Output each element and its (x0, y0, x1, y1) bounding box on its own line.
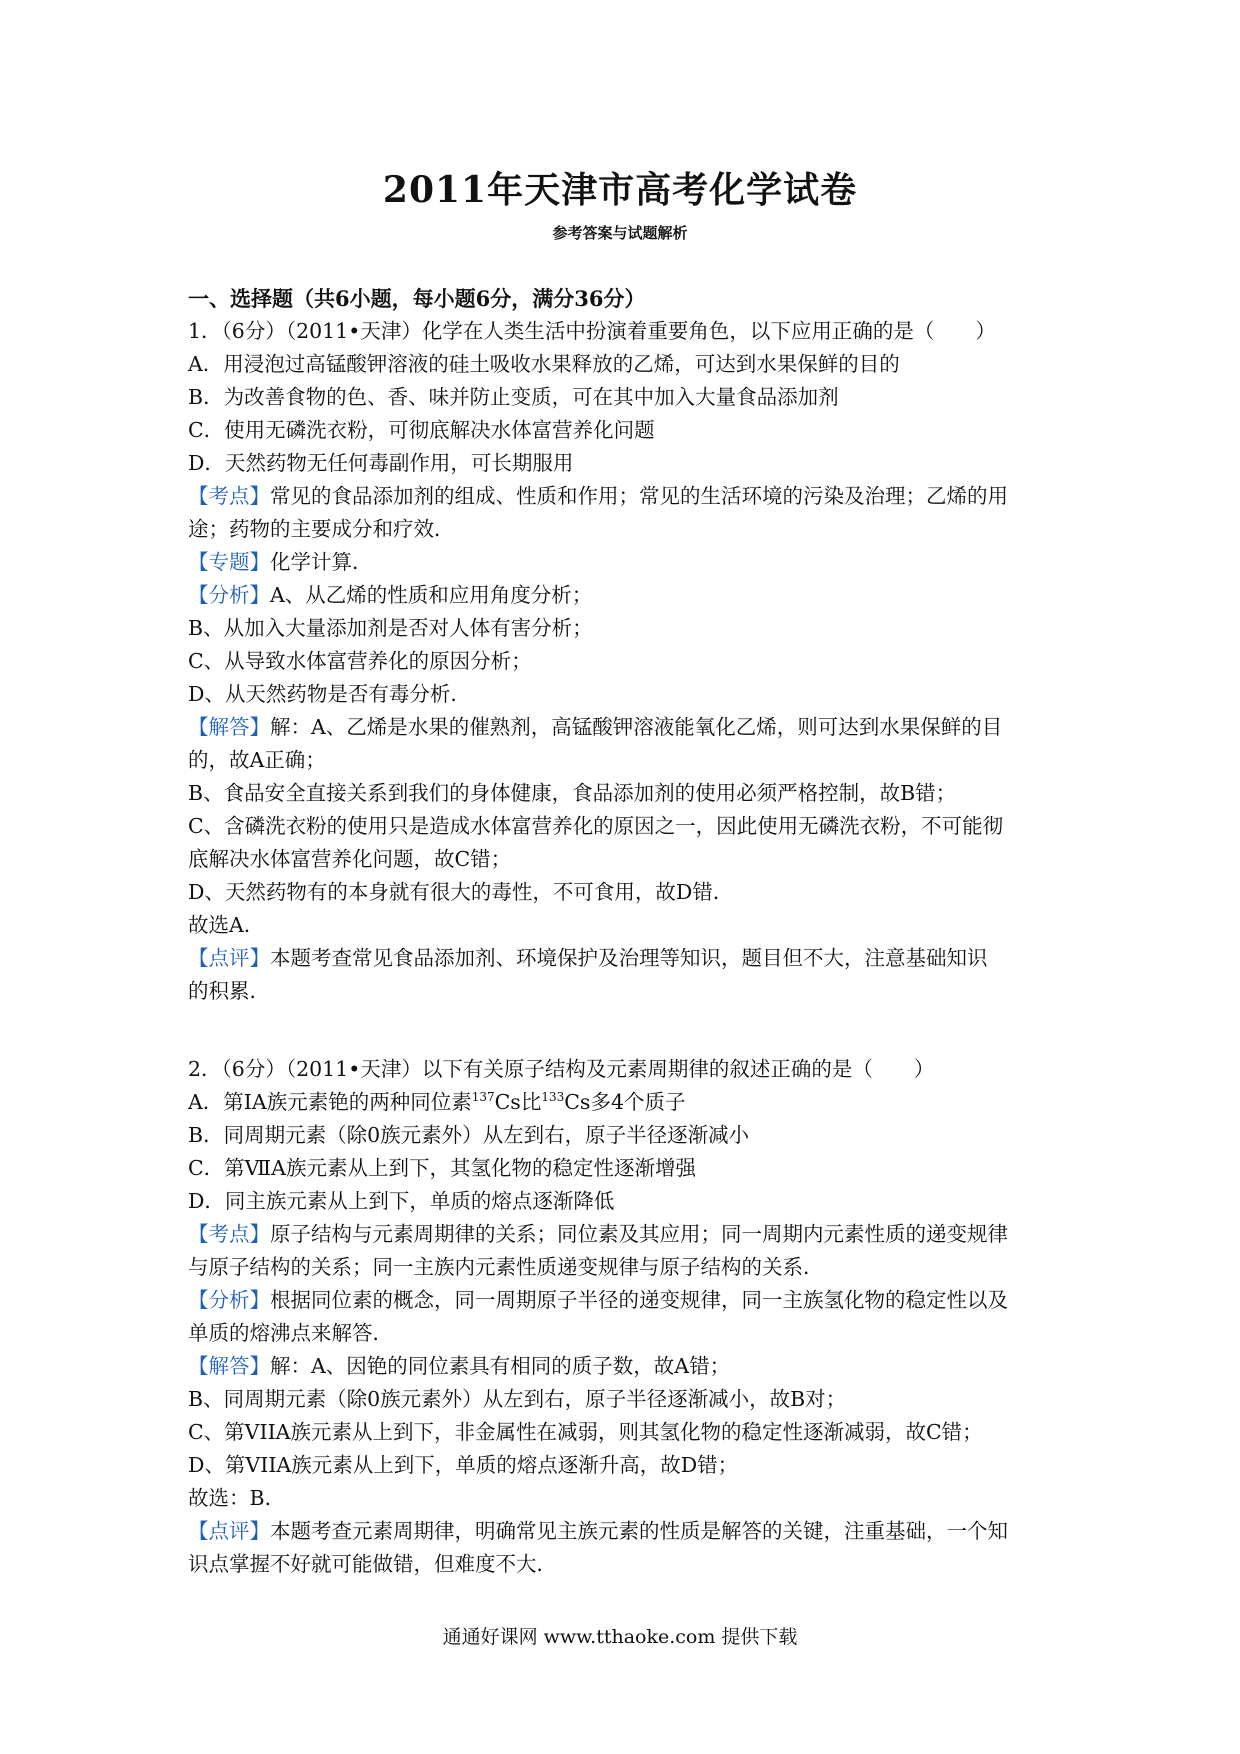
q2-jieda-5: 故选：B． (188, 1486, 286, 1510)
dianping-tag: 【点评】 (188, 1519, 270, 1543)
kaodian-tag: 【考点】 (188, 1222, 270, 1246)
isotope-mass-137: 137 (471, 1090, 495, 1104)
q1-zhuanti-text: 化学计算． (270, 550, 373, 574)
q2-dianping (188, 1515, 1068, 1548)
q2-option-d: D．同主族元素从上到下，单质的熔点逐渐降低 (188, 1189, 615, 1213)
q1-jieda-6: D、天然药物有的本身就有很大的毒性，不可食用，故D错． (188, 880, 734, 904)
q1-option-c: C．使用无磷洗衣粉，可彻底解决水体富营养化问题 (188, 418, 655, 442)
q2-opt-a-pre: A．第IA族元素铯的两种同位素 (188, 1090, 472, 1114)
q1-kaodian (188, 480, 1068, 513)
q1-fenxi-text: A、从乙烯的性质和应用角度分析； (270, 583, 593, 607)
kaodian-tag: 【考点】 (188, 484, 270, 508)
q1-option-d: D．天然药物无任何毒副作用，可长期服用 (188, 451, 574, 475)
q1-dianping-2: 的积累． (188, 979, 270, 1003)
q1-fenxi-b: B、从加入大量添加剂是否对人体有害分析； (188, 616, 593, 640)
q2-fenxi-text: 根据同位素的概念，同一周期原子半径的递变规律，同一主族氢化物的稳定性以及 (270, 1288, 1008, 1312)
q2-option-b: B．同周期元素（除0族元素外）从左到右，原子半径逐渐减小 (188, 1123, 750, 1147)
document-body (188, 282, 1068, 1581)
jieda-tag: 【解答】 (188, 715, 270, 739)
zhuanti-tag: 【专题】 (188, 550, 270, 574)
isotope-mass-133: 133 (541, 1090, 565, 1104)
q1-dianping-text: 本题考查常见食品添加剂、环境保护及治理等知识，题目但不大，注意基础知识 (270, 946, 988, 970)
q2-kaodian-cont: 与原子结构的关系；同一主族内元素性质递变规律与原子结构的关系． (188, 1255, 824, 1279)
q1-jieda-2: 的，故A正确； (188, 748, 326, 772)
q1-kaodian-text: 常见的食品添加剂的组成、性质和作用；常见的生活环境的污染及治理；乙烯的用 (270, 484, 1008, 508)
q1-option-b: B．为改善食物的色、香、味并防止变质，可在其中加入大量食品添加剂 (188, 385, 839, 409)
jieda-tag: 【解答】 (188, 1354, 270, 1378)
q2-fenxi (188, 1284, 1068, 1317)
q1-jieda-4: C、含磷洗衣粉的使用只是造成水体富营养化的原因之一，因此使用无磷洗衣粉，不可能彻 (188, 814, 1004, 838)
q1-jieda (188, 711, 1068, 744)
q1-fenxi-c: C、从导致水体富营养化的原因分析； (188, 649, 532, 673)
q1-jieda-5: 底解决水体富营养化问题，故C错； (188, 847, 512, 871)
fenxi-tag: 【分析】 (188, 1288, 270, 1312)
q2-opt-a-mid: Cs比 (494, 1090, 542, 1114)
fenxi-tag: 【分析】 (188, 583, 270, 607)
q2-kaodian-text: 原子结构与元素周期律的关系；同位素及其应用；同一周期内元素性质的递变规律 (270, 1222, 1008, 1246)
q2-fenxi-cont: 单质的熔沸点来解答． (188, 1321, 393, 1345)
q1-jieda-7: 故选A． (188, 913, 265, 937)
q1-zhuanti (188, 546, 1068, 579)
q2-jieda-3: C、第VIIA族元素从上到下，非金属性在减弱，则其氢化物的稳定性逐渐减弱，故C错； (188, 1420, 983, 1444)
q1-fenxi-d: D、从天然药物是否有毒分析． (188, 682, 471, 706)
section-heading: 一、选择题（共6小题，每小题6分，满分36分） (188, 286, 646, 311)
page-footer: 通通好课网 www.tthaoke.com 提供下载 (442, 1626, 798, 1648)
q2-dianping-2: 识点掌握不好就可能做错，但难度不大． (188, 1552, 557, 1576)
q1-jieda-3: B、食品安全直接关系到我们的身体健康，食品添加剂的使用必须严格控制，故B错； (188, 781, 957, 805)
q2-dianping-text: 本题考查元素周期律，明确常见主族元素的性质是解答的关键，注重基础，一个知 (270, 1519, 1008, 1543)
q1-fenxi (188, 579, 1068, 612)
dianping-tag: 【点评】 (188, 946, 270, 970)
page-subtitle: 参考答案与试题解析 (552, 224, 688, 242)
q1-dianping (188, 942, 1068, 975)
q2-jieda (188, 1350, 1068, 1383)
q2-kaodian (188, 1218, 1068, 1251)
q2-option-c: C．第ⅦA族元素从上到下，其氢化物的稳定性逐渐增强 (188, 1156, 696, 1180)
q2-stem: 2．（6分）（2011•天津）以下有关原子结构及元素周期律的叙述正确的是（ ） (188, 1057, 935, 1081)
q2-option-a (188, 1086, 1068, 1119)
q2-jieda-4: D、第VIIA族元素从上到下，单质的熔点逐渐升高，故D错； (188, 1453, 739, 1477)
q1-jieda-text: 解：A、乙烯是水果的催熟剂，高锰酸钾溶液能氧化乙烯，则可达到水果保鲜的目 (270, 715, 1003, 739)
q2-jieda-2: B、同周期元素（除0族元素外）从左到右，原子半径逐渐减小，故B对； (188, 1387, 847, 1411)
q1-kaodian-cont: 途；药物的主要成分和疗效． (188, 517, 455, 541)
question-gap (188, 1008, 1068, 1053)
q2-jieda-text: 解：A、因铯的同位素具有相同的质子数，故A错； (270, 1354, 731, 1378)
q2-opt-a-post: Cs多4个质子 (564, 1090, 686, 1114)
q1-stem: 1．（6分）（2011•天津）化学在人类生活中扮演着重要角色，以下应用正确的是（ ） (188, 319, 996, 343)
page-title: 2011年天津市高考化学试卷 (382, 169, 858, 211)
q1-option-a: A．用浸泡过高锰酸钾溶液的硅土吸收水果释放的乙烯，可达到水果保鲜的目的 (188, 352, 900, 376)
